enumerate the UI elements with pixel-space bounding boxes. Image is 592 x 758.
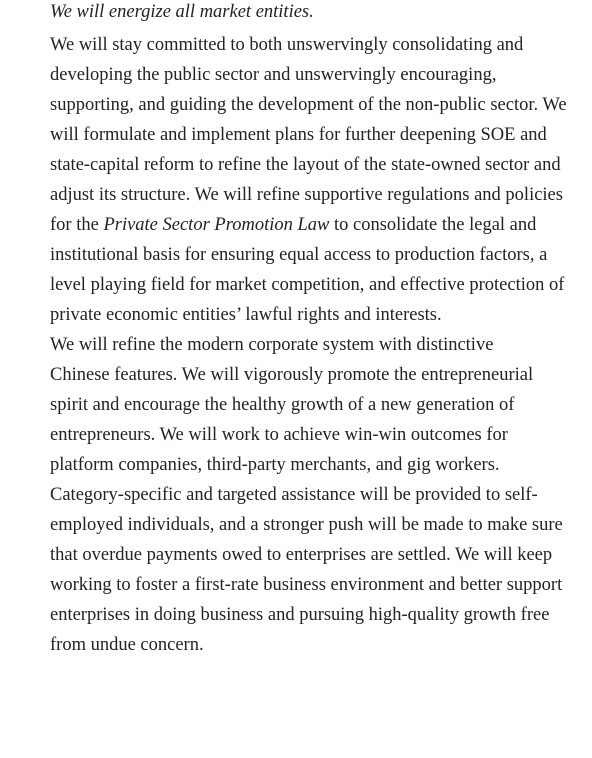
text-line: working to foster a first-rate business environment and better support xyxy=(50,575,563,595)
text-line: We will refine the modern corporate system with distinctive xyxy=(50,335,494,355)
text-fragment: for the xyxy=(50,215,104,235)
text-line: adjust its structure. We will refine supportive regulations and policies xyxy=(50,185,563,205)
text-line: spirit and encourage the healthy growth of a new generation of xyxy=(50,395,515,415)
text-line: entrepreneurs. We will work to achieve win-win outcomes for xyxy=(50,425,508,445)
text-line-with-law-title xyxy=(14,210,589,240)
text-line: enterprises in doing business and pursuing high-quality growth free xyxy=(50,605,550,625)
text-line: We will stay committed to both unswervingly consolidating and xyxy=(50,35,524,55)
text-line: platform companies, third-party merchants, and gig workers. xyxy=(50,455,500,475)
law-title: Private Sector Promotion Law xyxy=(103,215,330,235)
text-line: from undue concern. xyxy=(50,635,204,655)
text-line: Chinese features. We will vigorously promote the entrepreneurial xyxy=(50,365,534,385)
text-line: that overdue payments owed to enterprises are settled. We will keep xyxy=(50,545,553,565)
section-heading: We will energize all market entities. xyxy=(50,2,314,22)
text-line: developing the public sector and unswervingly encouraging, xyxy=(50,65,497,85)
text-line: Category-specific and targeted assistance will be provided to self- xyxy=(50,485,538,505)
text-line: private economic entities’ lawful rights and interests. xyxy=(50,305,442,325)
text-line: state-capital reform to refine the layout of the state-owned sector and xyxy=(50,155,561,175)
text-line: supporting, and guiding the development of the non-public sector. We xyxy=(50,95,567,115)
text-line: institutional basis for ensuring equal access to production factors, a xyxy=(50,245,548,265)
text-line: employed individuals, and a stronger push will be made to make sure xyxy=(50,515,563,535)
document-body xyxy=(14,0,589,660)
text-line: will formulate and implement plans for further deepening SOE and xyxy=(50,125,547,145)
text-fragment: to consolidate the legal and xyxy=(329,215,537,235)
paragraph-public-private-sector xyxy=(14,30,589,330)
paragraph-corporate-system xyxy=(14,330,589,660)
text-line: level playing field for market competition, and effective protection of xyxy=(50,275,565,295)
